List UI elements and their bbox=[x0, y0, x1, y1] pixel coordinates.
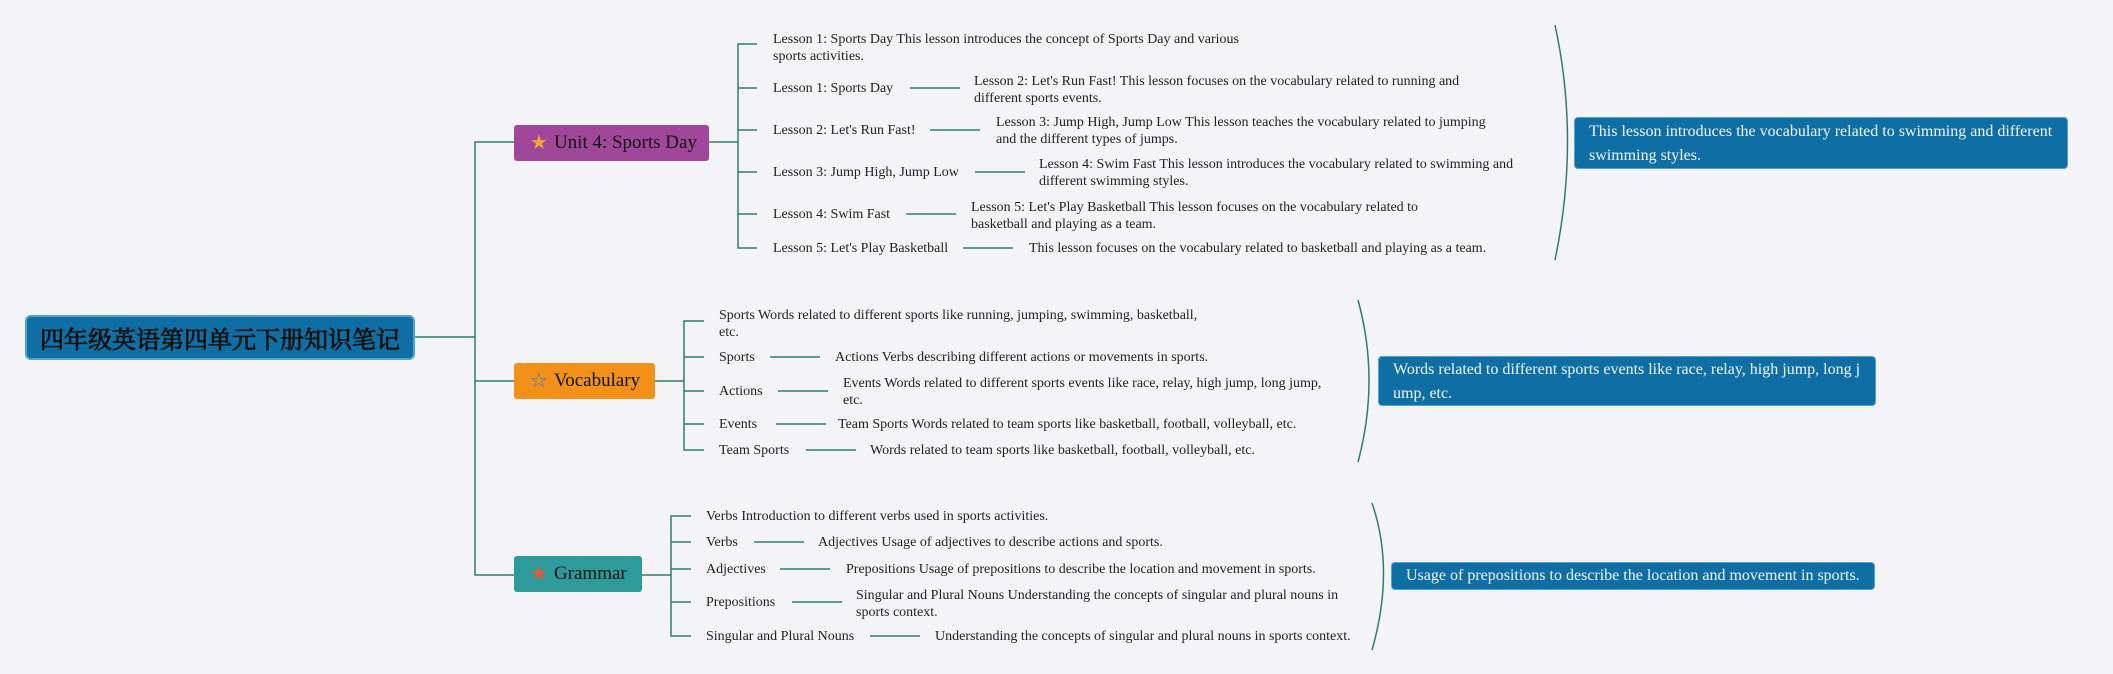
star-icon: ★ bbox=[530, 132, 548, 154]
grammar-connector bbox=[642, 516, 691, 636]
root-node[interactable] bbox=[25, 315, 415, 360]
grammar-item-0[interactable]: Verbs Introduction to different verbs used in sports activities. bbox=[706, 509, 1049, 524]
grammar-item-3-desc[interactable]: Singular and Plural Nouns Understanding the concepts of singular and plural nouns in sports context. bbox=[856, 588, 1339, 620]
unit-item-2[interactable]: Lesson 2: Let's Run Fast! bbox=[773, 123, 916, 138]
vocab-connector bbox=[655, 321, 704, 450]
topic-unit-4-label: Unit 4: Sports Day bbox=[553, 132, 697, 153]
unit-item-5[interactable]: Lesson 5: Let's Play Basketball bbox=[773, 241, 949, 256]
grammar-item-2-desc[interactable]: Prepositions Usage of prepositions to describe the location and movement in sports. bbox=[846, 562, 1316, 577]
grammar-item-4-desc[interactable]: Understanding the concepts of singular and plural nouns in sports context. bbox=[935, 629, 1351, 644]
vocab-item-3[interactable]: Events bbox=[719, 417, 758, 432]
root-connector bbox=[415, 142, 514, 575]
vocab-summary[interactable] bbox=[1378, 356, 1876, 406]
topic-vocabulary-label: Vocabulary bbox=[553, 370, 641, 391]
topic-grammar[interactable] bbox=[514, 556, 642, 592]
topic-vocabulary[interactable] bbox=[514, 363, 655, 399]
vocab-item-2-desc[interactable]: Events Words related to different sports events like race, relay, high jump, long jump, etc. bbox=[843, 376, 1322, 408]
unit-item-4-desc[interactable]: Lesson 5: Let's Play Basketball This lesson focuses on the vocabulary related to basketball and playing as a team. bbox=[971, 200, 1419, 232]
grammar-item-4[interactable]: Singular and Plural Nouns bbox=[706, 629, 855, 644]
unit-summary-brace bbox=[1555, 25, 1568, 260]
unit-item-3-desc[interactable]: Lesson 4: Swim Fast This lesson introduces the vocabulary related to swimming and different swimming styles. bbox=[1039, 157, 1514, 189]
unit-item-3[interactable]: Lesson 3: Jump High, Jump Low bbox=[773, 165, 959, 180]
grammar-item-1-desc[interactable]: Adjectives Usage of adjectives to describe actions and sports. bbox=[818, 535, 1163, 550]
grammar-summary-text: Usage of prepositions to describe the location and movement in sports. bbox=[1406, 567, 1860, 584]
unit-item-0[interactable]: Lesson 1: Sports Day This lesson introduces the concept of Sports Day and various sports activities. bbox=[773, 32, 1239, 64]
topic-unit-4[interactable] bbox=[514, 125, 709, 161]
star-outline-icon: ☆ bbox=[530, 370, 548, 392]
unit-item-1-desc[interactable]: Lesson 2: Let's Run Fast! This lesson focuses on the vocabulary related to running and different sports events. bbox=[974, 74, 1460, 106]
vocab-summary-text: Words related to different sports events like race, relay, high jump, long j ump, etc. bbox=[1393, 361, 1861, 402]
root-label: 四年级英语第四单元下册知识笔记 bbox=[40, 326, 400, 354]
grammar-summary[interactable] bbox=[1391, 562, 1875, 590]
unit-item-2-desc[interactable]: Lesson 3: Jump High, Jump Low This lesson teaches the vocabulary related to jumping and the different types of jumps. bbox=[996, 115, 1486, 147]
vocab-item-2[interactable]: Actions bbox=[719, 384, 763, 399]
vocab-summary-brace bbox=[1358, 300, 1369, 462]
grammar-item-1[interactable]: Verbs bbox=[706, 535, 738, 550]
unit-summary-text: This lesson introduces the vocabulary related to swimming and different swimming styles. bbox=[1589, 123, 2053, 164]
unit-item-4[interactable]: Lesson 4: Swim Fast bbox=[773, 207, 891, 222]
grammar-item-2[interactable]: Adjectives bbox=[706, 562, 766, 577]
vocab-item-4-desc[interactable]: Words related to team sports like basketball, football, volleyball, etc. bbox=[870, 443, 1255, 458]
unit-connector bbox=[709, 44, 757, 248]
topic-grammar-label: Grammar bbox=[553, 563, 627, 584]
unit-item-5-desc[interactable]: This lesson focuses on the vocabulary related to basketball and playing as a team. bbox=[1029, 241, 1487, 256]
grammar-item-3[interactable]: Prepositions bbox=[706, 595, 776, 610]
vocab-item-3-desc[interactable]: Team Sports Words related to team sports like basketball, football, volleyball, etc. bbox=[838, 417, 1297, 432]
vocab-item-1-desc[interactable]: Actions Verbs describing different actions or movements in sports. bbox=[835, 350, 1209, 365]
vocab-item-1[interactable]: Sports bbox=[719, 350, 755, 365]
star-icon: ★ bbox=[530, 563, 548, 585]
vocab-item-4[interactable]: Team Sports bbox=[719, 443, 790, 458]
unit-item-1[interactable]: Lesson 1: Sports Day bbox=[773, 81, 894, 96]
vocab-item-0[interactable]: Sports Words related to different sports like running, jumping, swimming, basketball, etc. bbox=[719, 308, 1198, 340]
unit-summary[interactable] bbox=[1574, 117, 2068, 169]
grammar-summary-brace bbox=[1372, 503, 1384, 650]
